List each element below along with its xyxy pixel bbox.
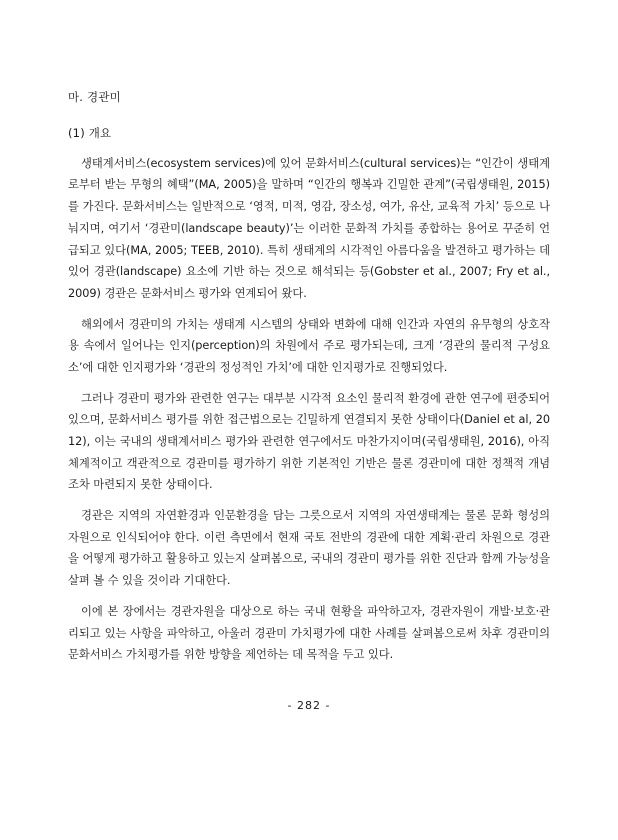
body-paragraph-2: 해외에서 경관미의 가치는 생태계 시스템의 상태와 변화에 대해 인간과 자연의 유무형의 상호작용 속에서 일어나는 인지(perception)의 차원에서 주로 평가되는데, 크게 ‘경관의 물리적 구성요소’에 대한 인지평가와 ‘경관의 정성적인 가치’에 대한 인지평가로 진행되었다. <box>68 317 550 374</box>
section-heading: 마. 경관미 <box>68 90 121 104</box>
body-paragraph-3: 그러나 경관미 평가와 관련한 연구는 대부분 시각적 요소인 물리적 환경에 관한 연구에 편중되어 있으며, 문화서비스 평가를 위한 접근법으로는 긴밀하게 연결되지 못한 상태이다(Daniel et al, 2012), 이는 국내의 생태계서비스 평가와 관련한 연구에서도 마찬가지이며(국립생태원, 2016), 아직 체계적이고 객관적으로 경관미를 평가하기 위한 기본적인 기반은 물론 경관미에 대한 정책적 개념조차 마련되지 못한 상태이다. <box>68 391 550 492</box>
body-paragraph-1: 생태계서비스(ecosystem services)에 있어 문화서비스(cultural services)는 “인간이 생태계로부터 받는 무형의 혜택”(MA, 2005)을 말하며 “인간의 행복과 긴밀한 관계”(국립생태원, 2015)를 가진다. 문화서비스는 일반적으로 ‘영적, 미적, 영감, 장소성, 여가, 유산, 교육적 가치’ 등으로 나눠지며, 여기서 ‘경관미(landscape beauty)’는 이러한 문화적 가치를 종합하는 용어로 꾸준히 언급되고 있다(MA, 2005; TEEB, 2010). 특히 생태계의 시각적인 아름다움을 발견하고 평가하는 데 있어 경관(landscape) 요소에 기반 하는 것으로 해석되는 등(Gobster et al., 2007; Fry et al., 2009) 경관은 문화서비스 평가와 연계되어 왔다. <box>68 156 550 300</box>
body-paragraph-5: 이에 본 장에서는 경관자원을 대상으로 하는 국내 현황을 파악하고자, 경관자원이 개발·보호·관리되고 있는 사항을 파악하고, 아울러 경관미 가치평가에 대한 사례를 살펴봄으로써 차후 경관미의 문화서비스 가치평가를 위한 방향을 제언하는 데 목적을 두고 있다. <box>68 604 550 662</box>
page-number: - 282 - <box>287 699 331 712</box>
subsection-heading: (1) 개요 <box>68 126 112 141</box>
body-paragraph-4: 경관은 지역의 자연환경과 인문환경을 담는 그릇으로서 지역의 자연생태계는 물론 문화 형성의 자원으로 인식되어야 한다. 이런 측면에서 현재 국토 전반의 경관에 대한 계획·관리 차원으로 경관을 어떻게 평가하고 활용하고 있는지 살펴봄으로, 국내의 경관미 평가를 위한 진단과 함께 가능성을 살펴 볼 수 있을 것이라 기대한다. <box>68 509 550 588</box>
